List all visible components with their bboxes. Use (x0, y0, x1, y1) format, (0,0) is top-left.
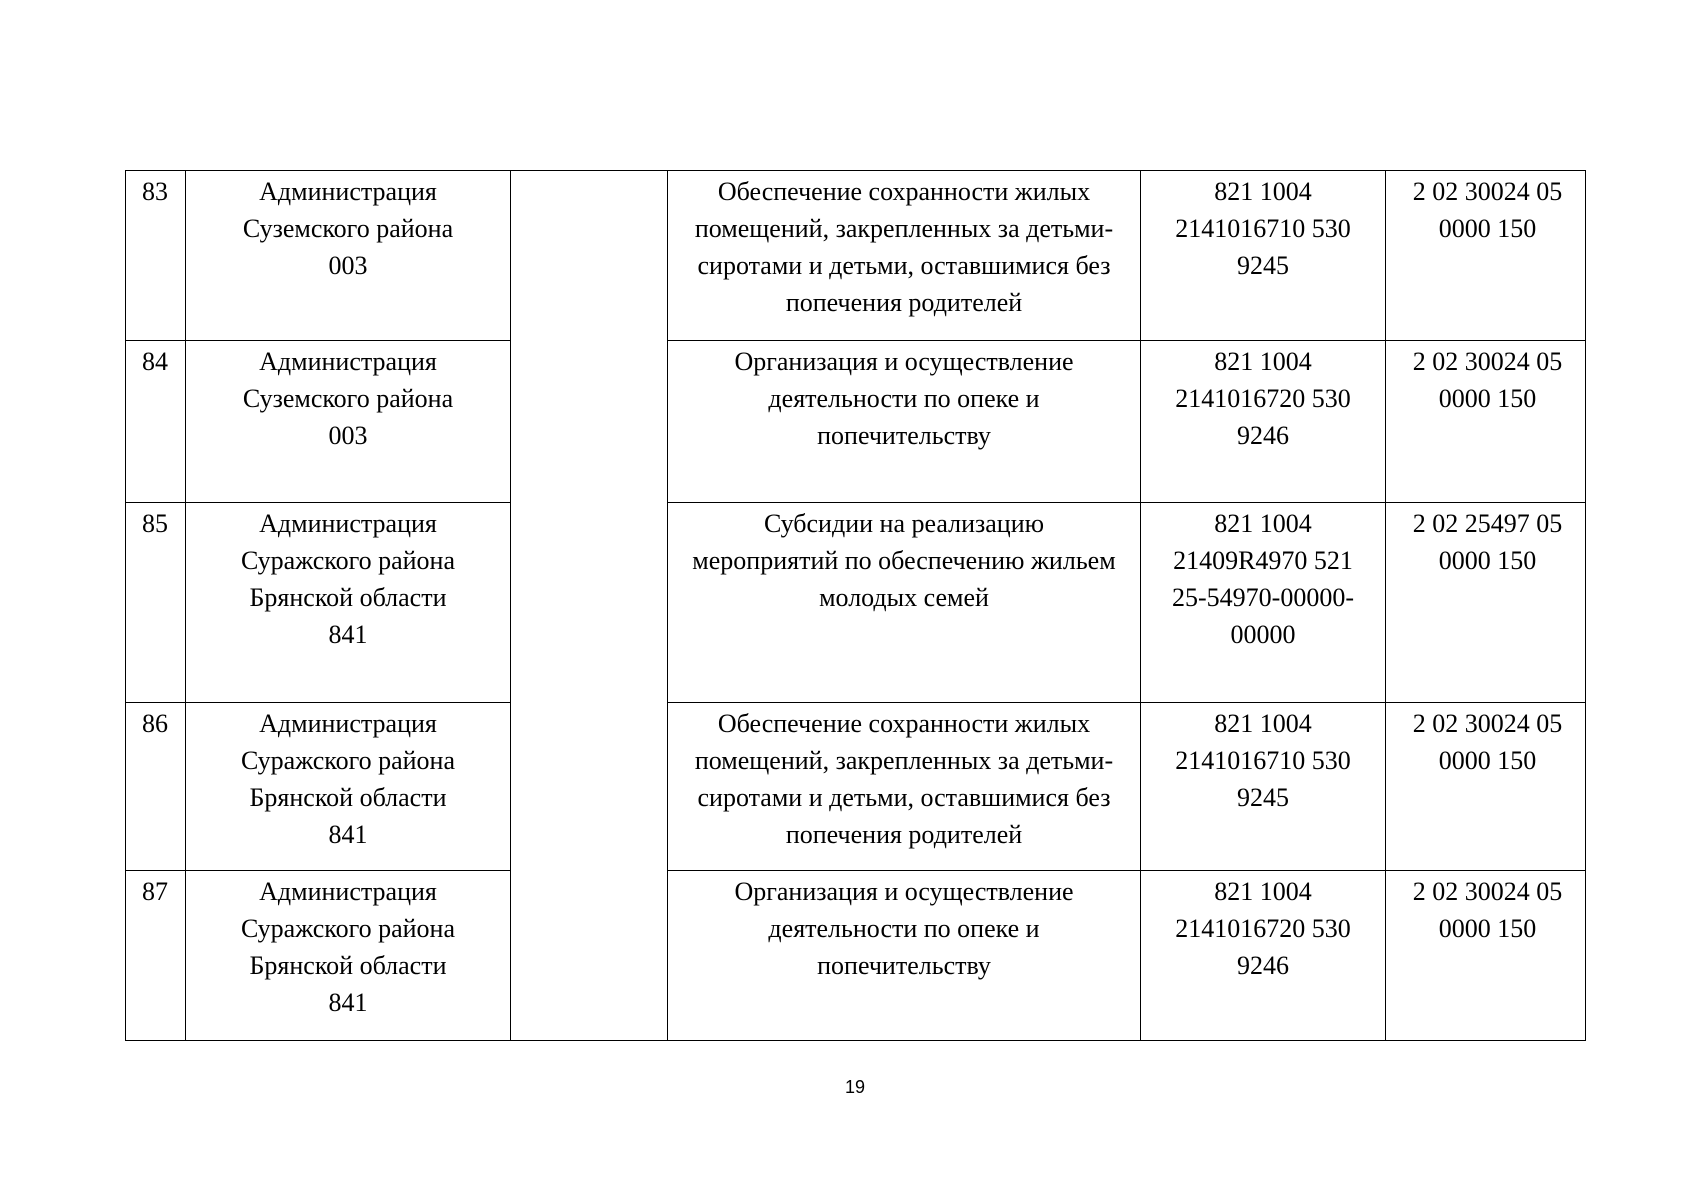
cell-line: 0000 150 (1438, 546, 1537, 575)
cell-line: Брянской области (249, 783, 447, 812)
cell-line: молодых семей (819, 583, 989, 612)
recipient-cell (186, 171, 511, 341)
blank-cell (511, 503, 668, 703)
cell-line: 841 (328, 820, 368, 849)
purpose-cell (668, 703, 1141, 871)
budget-code-cell (1141, 871, 1386, 1041)
cell-line: 003 (328, 421, 368, 450)
cell-line: 2 02 30024 05 (1412, 877, 1563, 906)
cell-line: 0000 150 (1438, 746, 1537, 775)
cell-line: помещений, закрепленных за детьми- (694, 214, 1114, 243)
allocation-table (125, 170, 1586, 1041)
cell-line: Субсидии на реализацию (763, 509, 1045, 538)
blank-cell (511, 703, 668, 871)
row-number-cell: 87 (126, 871, 186, 1041)
cell-line: деятельности по опеке и (768, 384, 1040, 413)
blank-cell (511, 871, 668, 1041)
cell-line: сиротами и детьми, оставшимися без (697, 251, 1111, 280)
cell-line: 21409R4970 521 (1173, 546, 1353, 575)
cell-line: Суземского района (242, 214, 454, 243)
cell-line: 821 1004 (1214, 709, 1312, 738)
cell-line: 2 02 30024 05 (1412, 709, 1563, 738)
cell-line: сиротами и детьми, оставшимися без (697, 783, 1111, 812)
purpose-cell (668, 871, 1141, 1041)
cell-line: Суземского района (242, 384, 454, 413)
cell-line: Суражского района (240, 914, 455, 943)
cell-line: 9245 (1237, 783, 1289, 812)
cell-line: 00000 (1230, 620, 1296, 649)
revenue-code-cell (1386, 503, 1586, 703)
purpose-cell (668, 503, 1141, 703)
cell-line: 2 02 30024 05 (1412, 347, 1563, 376)
cell-line: 0000 150 (1438, 384, 1537, 413)
cell-line: Брянской области (249, 583, 447, 612)
cell-line: попечительству (817, 951, 991, 980)
row-number-cell: 83 (126, 171, 186, 341)
revenue-code-cell (1386, 703, 1586, 871)
cell-line: помещений, закрепленных за детьми- (694, 746, 1114, 775)
table-row (126, 703, 1586, 871)
cell-line: Администрация (259, 509, 437, 538)
cell-line: 0000 150 (1438, 214, 1537, 243)
recipient-cell (186, 503, 511, 703)
cell-line: Обеспечение сохранности жилых (717, 709, 1091, 738)
cell-line: 2 02 30024 05 (1412, 177, 1563, 206)
table-row (126, 871, 1586, 1041)
blank-cell (511, 171, 668, 341)
revenue-code-cell (1386, 871, 1586, 1041)
budget-code-cell (1141, 703, 1386, 871)
row-number-cell: 84 (126, 341, 186, 503)
cell-line: 003 (328, 251, 368, 280)
purpose-cell (668, 171, 1141, 341)
cell-line: 9246 (1237, 951, 1289, 980)
table-body (126, 171, 1586, 1041)
cell-line: 25-54970-00000- (1172, 583, 1354, 612)
purpose-cell (668, 341, 1141, 503)
cell-line: 821 1004 (1214, 509, 1312, 538)
cell-line: 821 1004 (1214, 877, 1312, 906)
cell-line: 821 1004 (1214, 347, 1312, 376)
cell-line: 9246 (1237, 421, 1289, 450)
cell-line: Администрация (259, 709, 437, 738)
cell-line: Суражского района (240, 746, 455, 775)
cell-line: Обеспечение сохранности жилых (717, 177, 1091, 206)
cell-line: 0000 150 (1438, 914, 1537, 943)
table-row (126, 503, 1586, 703)
budget-code-cell (1141, 171, 1386, 341)
cell-line: 2141016720 530 (1175, 914, 1351, 943)
cell-line: Организация и осуществление (734, 347, 1074, 376)
revenue-code-cell (1386, 171, 1586, 341)
row-number-cell: 86 (126, 703, 186, 871)
cell-line: мероприятий по обеспечению жильем (692, 546, 1116, 575)
cell-line: 2141016710 530 (1175, 214, 1351, 243)
cell-line: 841 (328, 988, 368, 1017)
page-number: 19 (844, 1077, 866, 1097)
cell-line: попечительству (817, 421, 991, 450)
cell-line: попечения родителей (785, 820, 1023, 849)
row-number-cell: 85 (126, 503, 186, 703)
cell-line: Брянской области (249, 951, 447, 980)
table-row (126, 171, 1586, 341)
cell-line: Суражского района (240, 546, 455, 575)
cell-line: 821 1004 (1214, 177, 1312, 206)
cell-line: попечения родителей (785, 288, 1023, 317)
cell-line: 9245 (1237, 251, 1289, 280)
cell-line: 841 (328, 620, 368, 649)
cell-line: 2 02 25497 05 (1412, 509, 1563, 538)
blank-cell (511, 341, 668, 503)
cell-line: 2141016720 530 (1175, 384, 1351, 413)
table-row (126, 341, 1586, 503)
recipient-cell (186, 703, 511, 871)
cell-line: Администрация (259, 347, 437, 376)
budget-code-cell (1141, 503, 1386, 703)
budget-code-cell (1141, 341, 1386, 503)
revenue-code-cell (1386, 341, 1586, 503)
cell-line: Администрация (259, 177, 437, 206)
recipient-cell (186, 341, 511, 503)
recipient-cell (186, 871, 511, 1041)
cell-line: Организация и осуществление (734, 877, 1074, 906)
cell-line: 2141016710 530 (1175, 746, 1351, 775)
cell-line: Администрация (259, 877, 437, 906)
cell-line: деятельности по опеке и (768, 914, 1040, 943)
